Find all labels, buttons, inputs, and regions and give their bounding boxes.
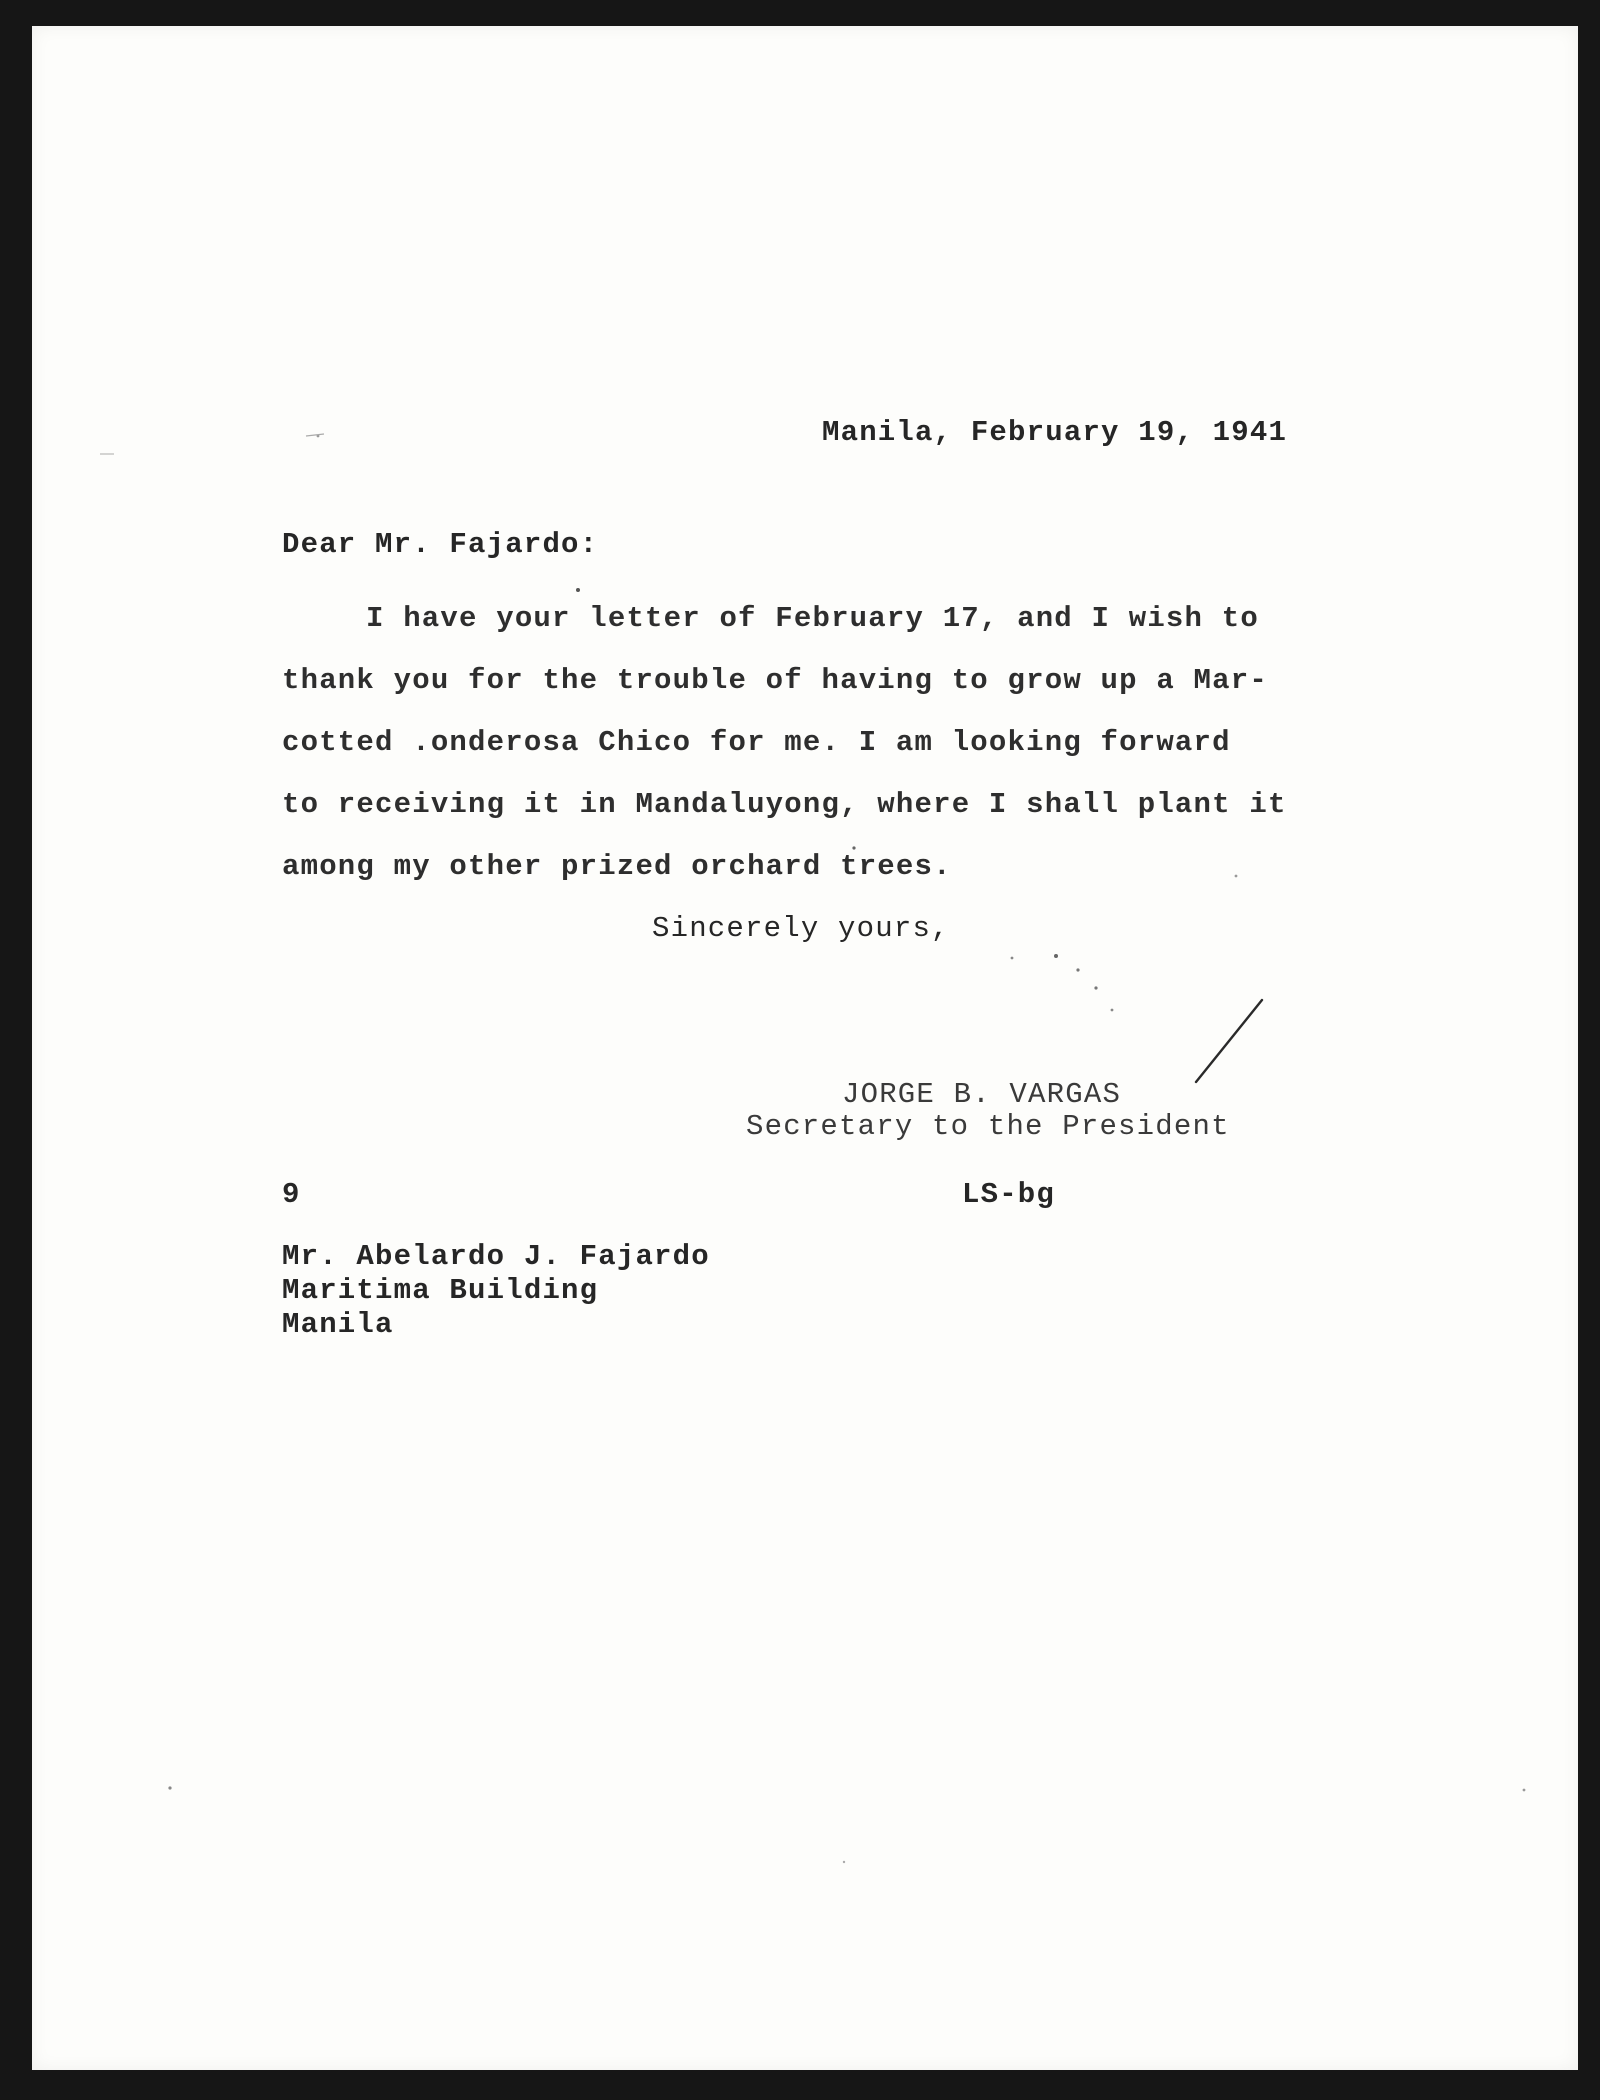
signature-title: Secretary to the President (746, 1110, 1230, 1143)
letter-page (32, 26, 1578, 2070)
body-line-5: among my other prized orchard trees. (282, 850, 952, 883)
salutation: Dear Mr. Fajardo: (282, 528, 599, 561)
recipient-building: Maritima Building (282, 1274, 599, 1307)
body-line-2: thank you for the trouble of having to grow up a Mar- (282, 664, 1268, 697)
dateline: Manila, February 19, 1941 (822, 416, 1288, 449)
signature-name: JORGE B. VARGAS (842, 1078, 1122, 1111)
reference-initials: LS-bg (962, 1178, 1056, 1211)
body-line-1: I have your letter of February 17, and I wish to (366, 602, 1259, 635)
body-line-4: to receiving it in Mandaluyong, where I shall plant it (282, 788, 1287, 821)
recipient-name: Mr. Abelardo J. Fajardo (282, 1240, 710, 1273)
recipient-city: Manila (282, 1308, 394, 1341)
file-number: 9 (282, 1178, 301, 1211)
closing: Sincerely yours, (652, 912, 950, 945)
body-line-3: cotted .onderosa Chico for me. I am looking forward (282, 726, 1231, 759)
